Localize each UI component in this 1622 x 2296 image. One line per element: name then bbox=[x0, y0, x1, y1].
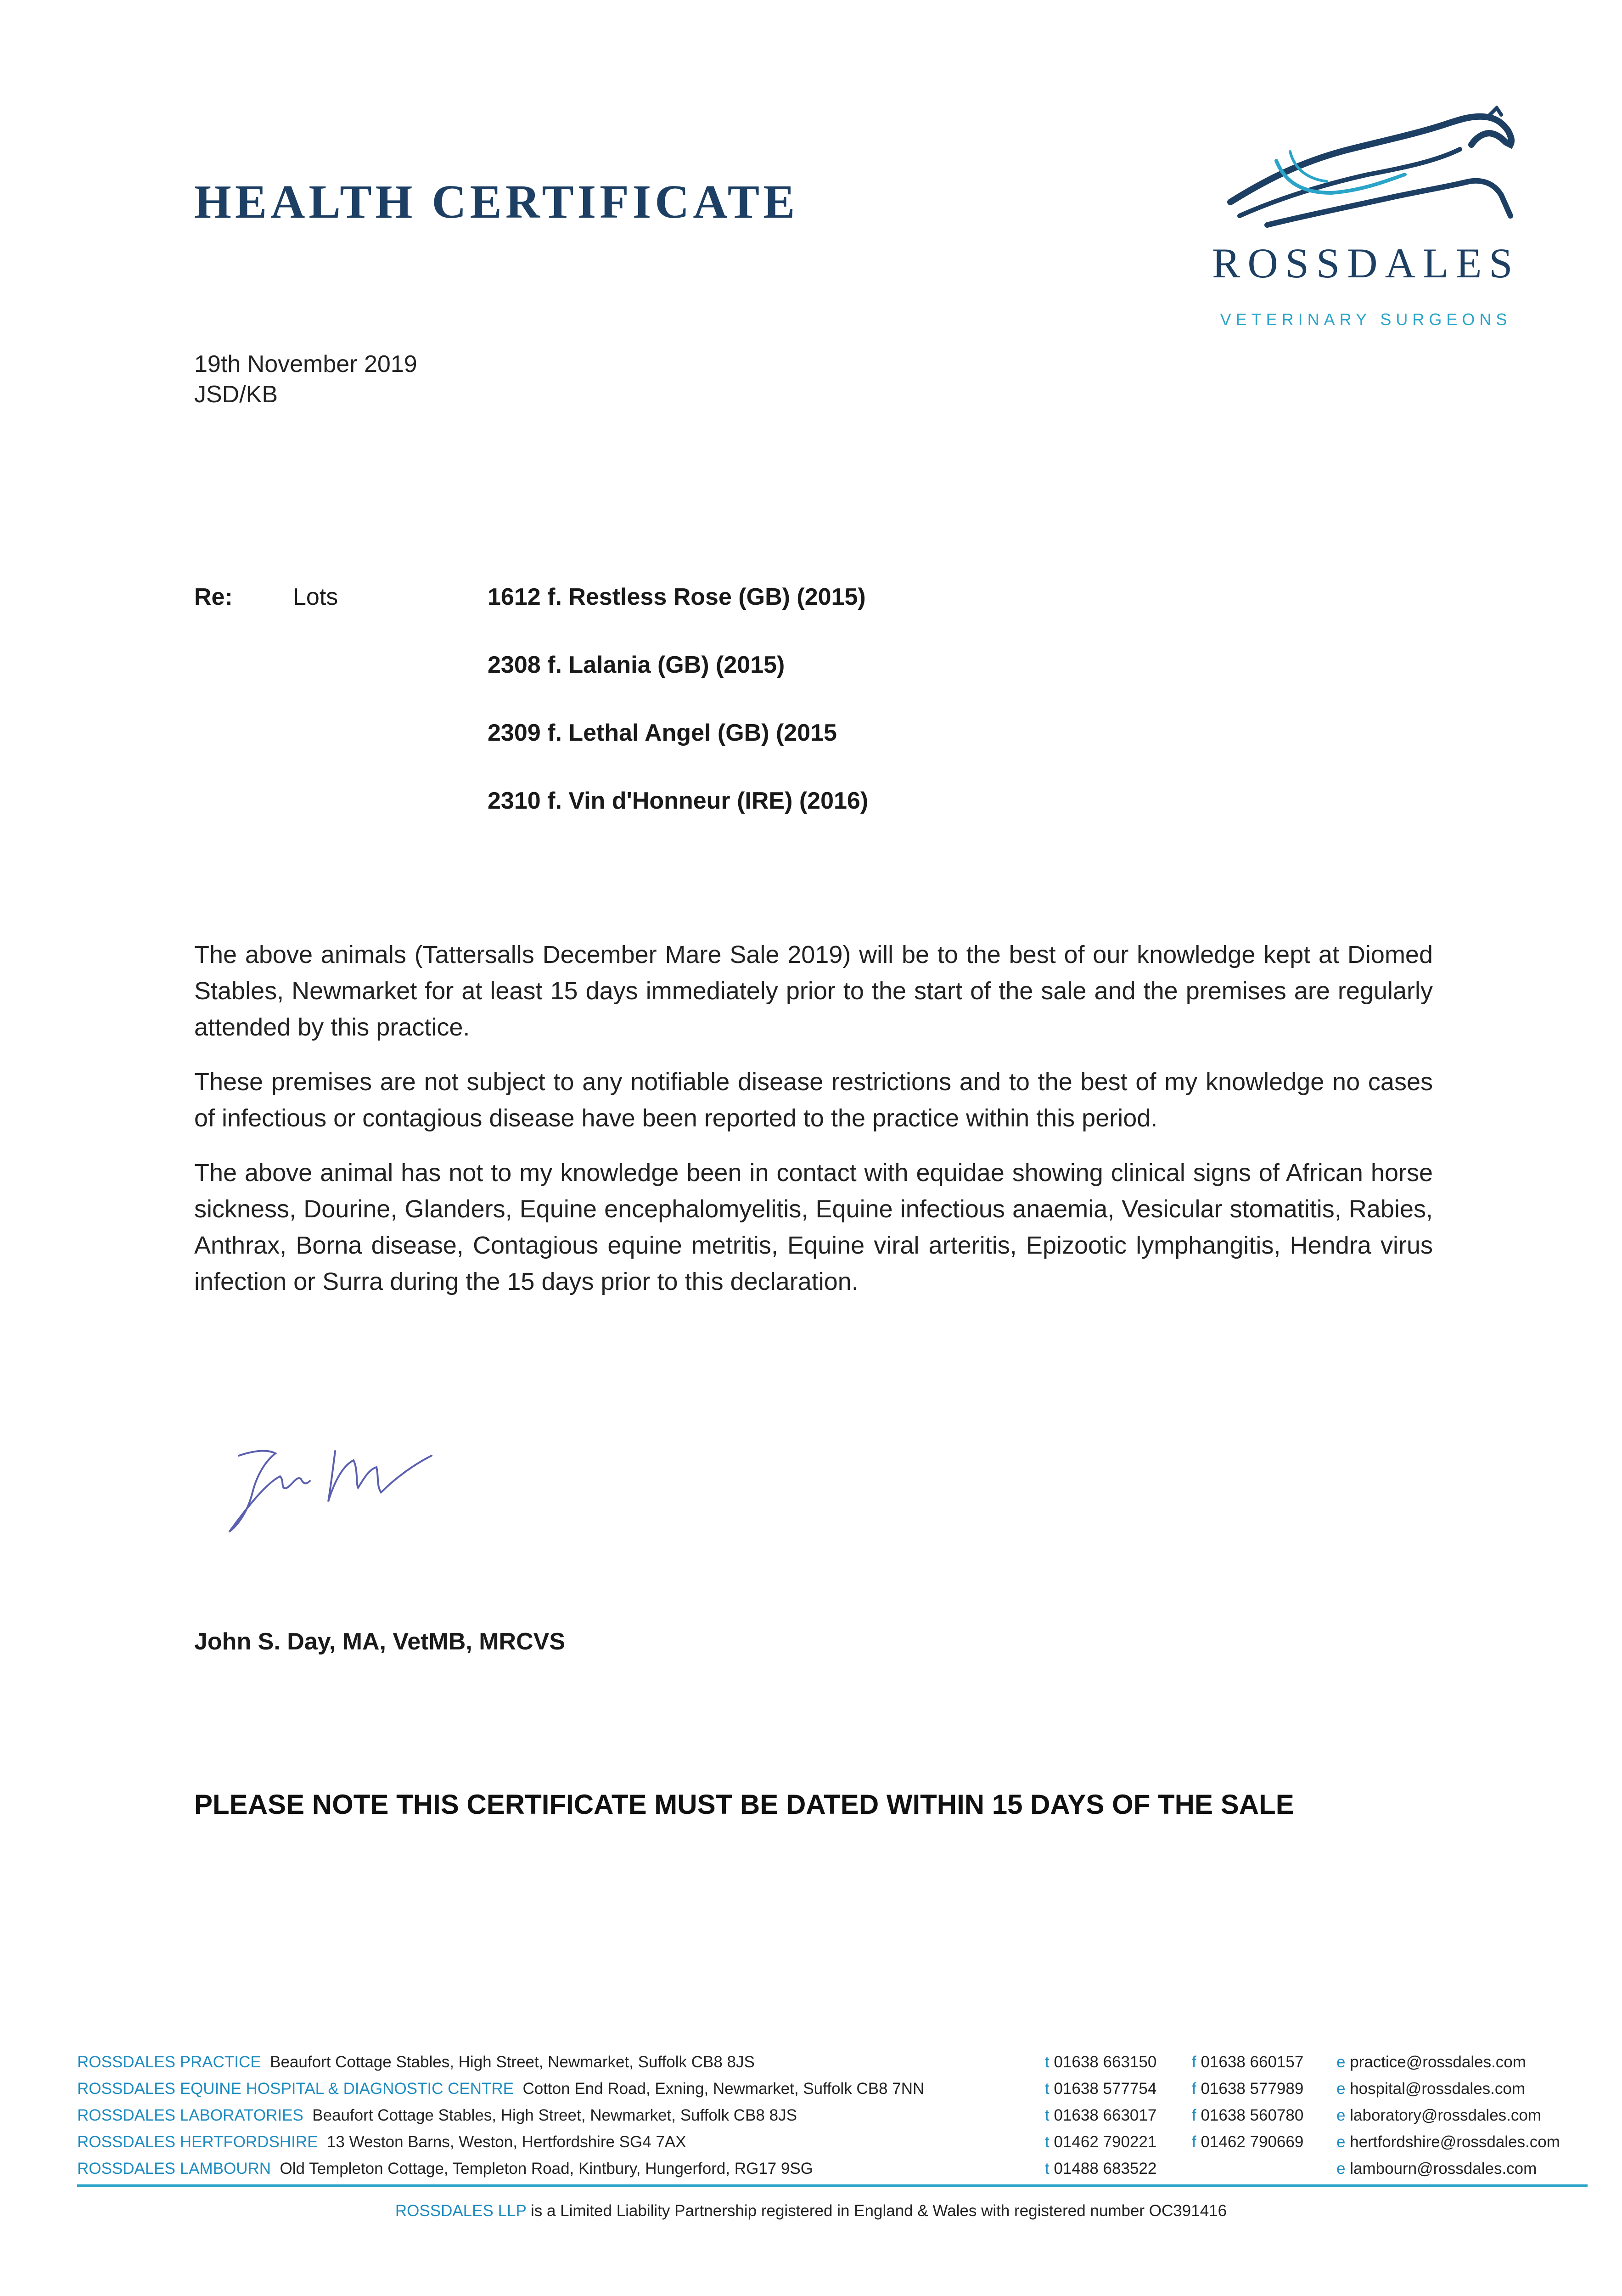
signer-name: John S. Day, MA, VetMB, MRCVS bbox=[194, 1628, 566, 1655]
office-fax: 01462 790669 bbox=[1201, 2133, 1304, 2151]
letter-reference: JSD/KB bbox=[194, 381, 278, 408]
footer-divider bbox=[77, 2184, 1588, 2187]
body-paragraph: The above animals (Tattersalls December Mare Sale 2019) will be to the best of our knowledge kept at Diomed Stables, Newmarket for at least 15 days immediately prior to the start of the sale and the premises are regularly attended by this practice. bbox=[194, 941, 1433, 1041]
office-email[interactable]: hospital@rossdales.com bbox=[1350, 2080, 1526, 2098]
lots-label: Lots bbox=[293, 584, 338, 610]
signature-image bbox=[211, 1433, 468, 1543]
office-email[interactable]: hertfordshire@rossdales.com bbox=[1350, 2133, 1560, 2151]
legal-notice bbox=[0, 2202, 1622, 2220]
lot-item: 2308 f. Lalania (GB) (2015) bbox=[488, 652, 785, 678]
office-tel: 01638 577754 bbox=[1054, 2080, 1157, 2098]
re-label: Re: bbox=[194, 584, 233, 610]
office-tel: 01462 790221 bbox=[1054, 2133, 1157, 2151]
office-fax: 01638 577989 bbox=[1201, 2080, 1304, 2098]
horse-logo-icon bbox=[1212, 106, 1520, 234]
office-tel: 01488 683522 bbox=[1054, 2160, 1157, 2178]
logo-wordmark: ROSSDALES bbox=[1212, 240, 1520, 287]
office-address: Cotton End Road, Exning, Newmarket, Suffolk CB8 7NN bbox=[522, 2080, 925, 2098]
logo-subtitle: VETERINARY SURGEONS bbox=[1220, 310, 1512, 329]
lot-item: 2310 f. Vin d'Honneur (IRE) (2016) bbox=[488, 788, 869, 814]
legal-text: is a Limited Liability Partnership registered in England & Wales with registered number OC391416 bbox=[530, 2202, 1227, 2220]
office-name: ROSSDALES EQUINE HOSPITAL & DIAGNOSTIC CENTRE bbox=[77, 2080, 514, 2098]
lot-item: 2309 f. Lethal Angel (GB) (2015 bbox=[488, 720, 837, 746]
rossdales-logo bbox=[1212, 106, 1520, 335]
footer-row: ROSSDALES PRACTICE Beaufort Cottage Stables, High Street, Newmarket, Suffolk CB8 8JS t 01638 663150 f 01638 660157 e practice@rossdales.com bbox=[77, 2053, 1526, 2071]
office-email[interactable]: practice@rossdales.com bbox=[1350, 2053, 1526, 2071]
office-address: Old Templeton Cottage, Templeton Road, Kintbury, Hungerford, RG17 9SG bbox=[280, 2160, 813, 2178]
legal-company-name: ROSSDALES LLP bbox=[395, 2202, 527, 2220]
office-name: ROSSDALES LAMBOURN bbox=[77, 2160, 271, 2178]
office-address: Beaufort Cottage Stables, High Street, Newmarket, Suffolk CB8 8JS bbox=[312, 2106, 797, 2124]
office-fax: 01638 560780 bbox=[1201, 2106, 1304, 2124]
letter-date: 19th November 2019 bbox=[194, 351, 417, 377]
body-paragraph: The above animal has not to my knowledge been in contact with equidae showing clinical signs of African horse sickness, Dourine, Glanders, Equine encephalomyelitis, Equine infectious anaemia, Vesicular stomatitis, Rabies, Anthrax, Borna disease, Contagious equine metritis, Equine viral arteritis, Epizootic lymphangitis, Hendra virus infection or Surra during the 15 days prior to this declaration. bbox=[194, 1159, 1433, 1295]
lot-item: 1612 f. Restless Rose (GB) (2015) bbox=[488, 584, 866, 610]
office-email[interactable]: lambourn@rossdales.com bbox=[1350, 2160, 1537, 2178]
letter-meta bbox=[194, 349, 417, 410]
office-tel: 01638 663150 bbox=[1054, 2053, 1157, 2071]
footer-row: ROSSDALES HERTFORDSHIRE 13 Weston Barns, Weston, Hertfordshire SG4 7AX t 01462 790221 f 01462 790669 e hertfordshire@rossdales.com bbox=[77, 2133, 1560, 2151]
office-name: ROSSDALES LABORATORIES bbox=[77, 2106, 303, 2124]
office-address: Beaufort Cottage Stables, High Street, Newmarket, Suffolk CB8 8JS bbox=[270, 2053, 755, 2071]
office-tel: 01638 663017 bbox=[1054, 2106, 1157, 2124]
footer-contacts bbox=[77, 2049, 1592, 2182]
footer-row: ROSSDALES LABORATORIES Beaufort Cottage Stables, High Street, Newmarket, Suffolk CB8 8JS t 01638 663017 f 01638 560780 e laboratory@rossdales.com bbox=[77, 2106, 1542, 2124]
office-name: ROSSDALES HERTFORDSHIRE bbox=[77, 2133, 318, 2151]
footer-row: ROSSDALES LAMBOURN Old Templeton Cottage, Templeton Road, Kintbury, Hungerford, RG17 9SG t 01488 683522 e lambourn@rossdales.com bbox=[77, 2160, 1537, 2178]
body-paragraph: These premises are not subject to any notifiable disease restrictions and to the best of my knowledge no cases of infectious or contagious disease have been reported to the practice within this period. bbox=[194, 1068, 1433, 1132]
office-fax: 01638 660157 bbox=[1201, 2053, 1304, 2071]
footer-row: ROSSDALES EQUINE HOSPITAL & DIAGNOSTIC CENTRE Cotton End Road, Exning, Newmarket, Suffolk CB8 7NN t 01638 577754 f 01638 577989 e hospital@rossdales.com bbox=[77, 2080, 1526, 2098]
office-email[interactable]: laboratory@rossdales.com bbox=[1350, 2106, 1542, 2124]
certificate-notice: PLEASE NOTE THIS CERTIFICATE MUST BE DATED WITHIN 15 DAYS OF THE SALE bbox=[194, 1789, 1294, 1820]
page-title: HEALTH CERTIFICATE bbox=[194, 175, 799, 228]
office-name: ROSSDALES PRACTICE bbox=[77, 2053, 261, 2071]
office-address: 13 Weston Barns, Weston, Hertfordshire SG4 7AX bbox=[326, 2133, 686, 2151]
